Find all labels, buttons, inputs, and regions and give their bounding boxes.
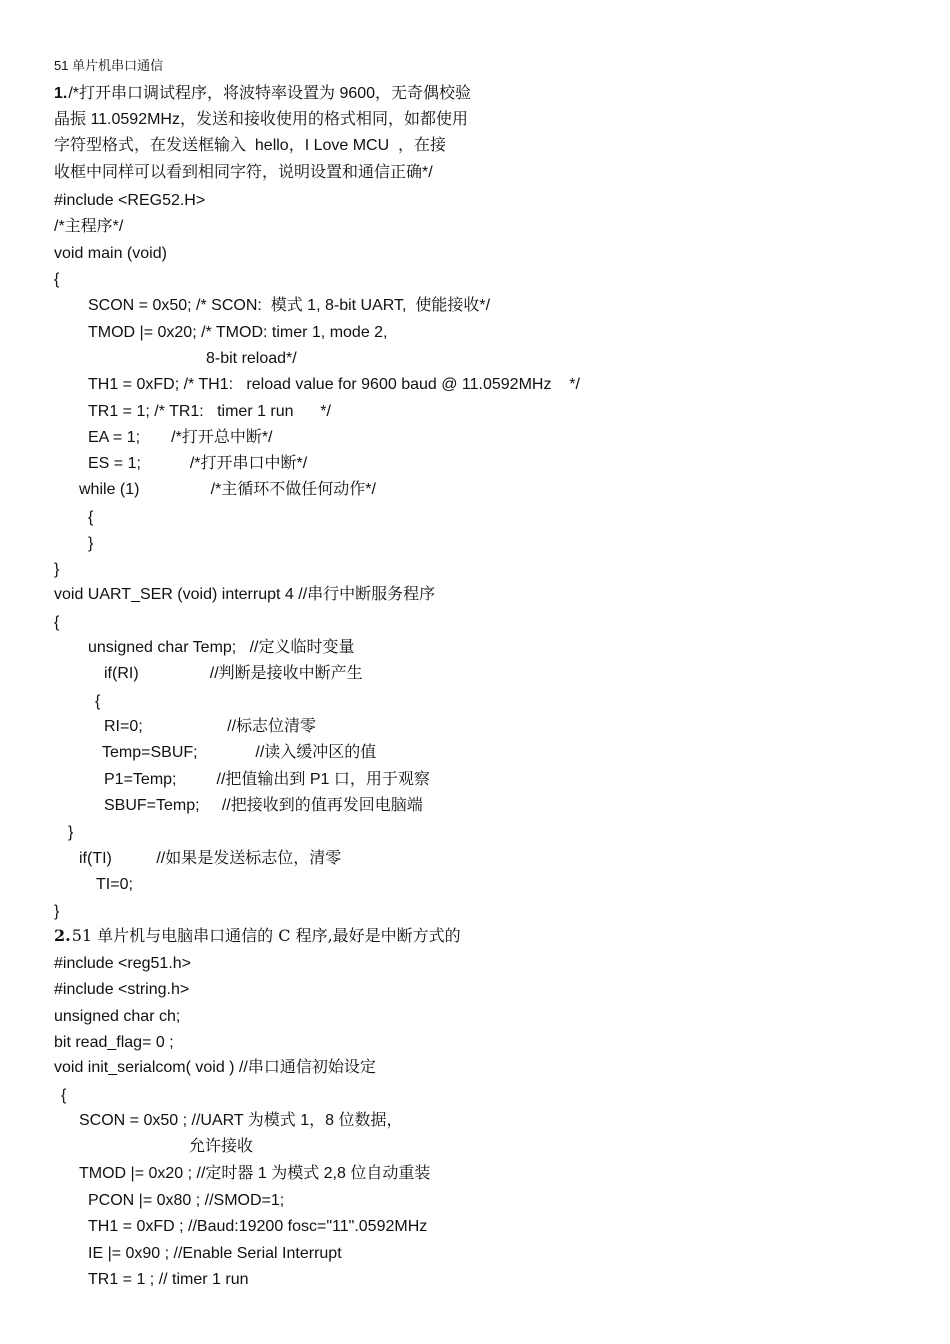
code-line: TH1 = 0xFD; /* TH1: reload value for 9600 baud @ 11.0592MHz */ — [88, 376, 580, 393]
code-line: 8-bit reload*/ — [206, 350, 297, 367]
q1-number: 1. — [54, 85, 68, 102]
q1-intro-line-3: 字符型格式，在发送框输入 hello，I Love MCU ，在接 — [54, 137, 447, 154]
code-line: /*主程序*/ — [54, 218, 124, 235]
code-line: unsigned char Temp; //定义临时变量 — [88, 639, 355, 656]
code-line: #include <string.h> — [54, 981, 190, 998]
code-line: { — [61, 1087, 67, 1104]
code-line: TI=0; — [96, 876, 133, 893]
code-line: TMOD |= 0x20; /* TMOD: timer 1, mode 2, — [88, 324, 388, 341]
code-line: void init_serialcom( void ) //串口通信初始设定 — [54, 1059, 376, 1076]
code-line: 允许接收 — [189, 1138, 254, 1155]
code-line: { — [54, 271, 60, 288]
code-line: TH1 = 0xFD ; //Baud:19200 fosc="11".0592MHz — [88, 1218, 428, 1235]
q1-intro-line-4: 收框中同样可以看到相同字符，说明设置和通信正确*/ — [54, 164, 433, 181]
code-line: { — [95, 693, 101, 710]
code-line: } — [88, 535, 94, 552]
code-line: #include <reg51.h> — [54, 955, 191, 972]
code-line: P1=Temp; //把值输出到 P1 口，用于观察 — [104, 771, 430, 788]
code-line: } — [54, 903, 60, 920]
code-line: EA = 1; /*打开总中断*/ — [88, 429, 273, 446]
code-line: SBUF=Temp; //把接收到的值再发回电脑端 — [104, 797, 423, 814]
code-line: TR1 = 1; /* TR1: timer 1 run */ — [88, 403, 331, 420]
code-line: void main (void) — [54, 245, 167, 262]
q1-intro-line-1: 1./*打开串口调试程序，将波特率设置为 9600，无奇偶校验 — [54, 85, 472, 102]
q2-heading: 2.51 单片机与电脑串口通信的 C 程序,最好是中断方式的 — [54, 926, 461, 945]
code-line: bit read_flag= 0 ; — [54, 1034, 174, 1051]
code-line: SCON = 0x50 ; //UART 为模式 1，8 位数据， — [79, 1112, 403, 1129]
code-line: RI=0; //标志位清零 — [104, 718, 317, 735]
code-line: SCON = 0x50; /* SCON: 模式 1, 8-bit UART, 使能接收*/ — [88, 297, 491, 314]
code-line: { — [88, 509, 94, 526]
code-line: if(TI) //如果是发送标志位，清零 — [79, 850, 342, 867]
code-line: #include <REG52.H> — [54, 192, 206, 209]
code-line: while (1) /*主循环不做任何动作*/ — [79, 481, 376, 498]
code-line: void UART_SER (void) interrupt 4 //串行中断服务程序 — [54, 586, 436, 603]
code-line: PCON |= 0x80 ; //SMOD=1; — [88, 1192, 285, 1209]
code-line: IE |= 0x90 ; //Enable Serial Interrupt — [88, 1245, 342, 1262]
code-line: TMOD |= 0x20 ; //定时器 1 为模式 2,8 位自动重装 — [79, 1165, 431, 1182]
doc-title: 51 单片机串口通信 — [54, 58, 164, 73]
code-line: } — [54, 561, 60, 578]
code-line: TR1 = 1 ; // timer 1 run — [88, 1271, 249, 1288]
code-line: Temp=SBUF; //读入缓冲区的值 — [102, 744, 377, 761]
code-line: ES = 1; /*打开串口中断*/ — [88, 455, 308, 472]
code-line: unsigned char ch; — [54, 1008, 181, 1025]
code-line: if(RI) //判断是接收中断产生 — [104, 665, 363, 682]
code-line: } — [68, 824, 74, 841]
q2-number: 2. — [54, 926, 71, 945]
q1-intro-line-2: 晶振 11.0592MHz，发送和接收使用的格式相同，如都使用 — [54, 111, 468, 128]
code-line: { — [54, 614, 60, 631]
